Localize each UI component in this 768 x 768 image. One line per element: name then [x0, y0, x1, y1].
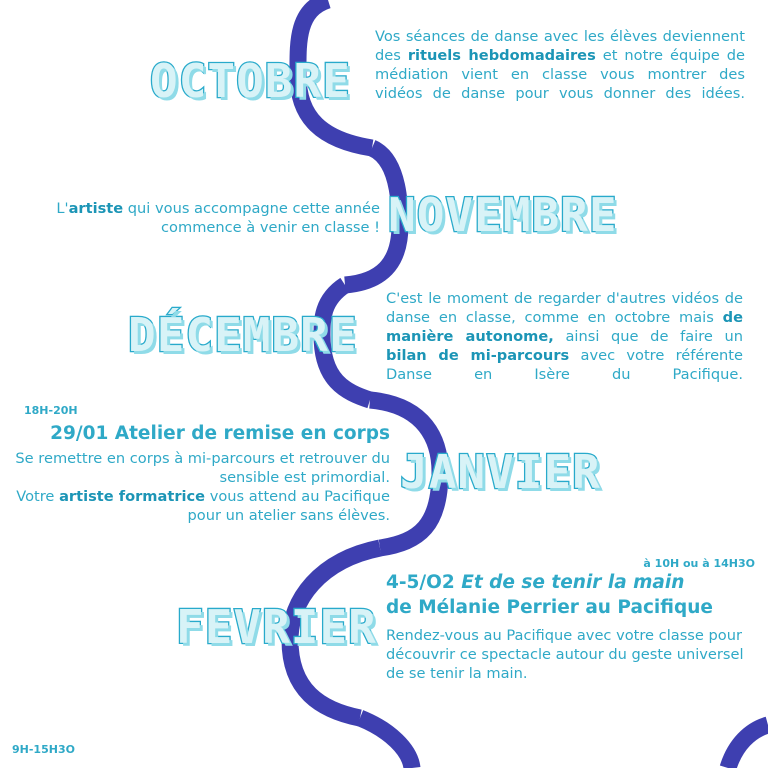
octobre-text — [375, 27, 745, 103]
decembre-text-part: ainsi que de faire un — [553, 328, 744, 345]
novembre-text-bold: artiste — [68, 200, 124, 217]
janvier-text-bold: artiste formatrice — [59, 488, 206, 505]
janvier-text-part: Votre — [16, 488, 60, 505]
novembre-text-part: L' — [56, 200, 69, 217]
decembre-text-part: avec votre référente Danse en Isère du Pacifique. — [386, 347, 744, 383]
month-fevrier: FEVRIER — [176, 600, 377, 654]
mars-time: 9H-15H3O — [12, 743, 75, 756]
month-janvier: JANVIER — [400, 445, 601, 499]
decembre-text — [386, 289, 743, 384]
fevrier-text: Rendez-vous au Pacifique avec votre classe pour découvrir ce spectacle autour du geste universel de se tenir la main. — [386, 627, 744, 682]
fevrier-title-date: 4-5/O2 — [386, 572, 462, 593]
fevrier-event-title — [386, 572, 684, 593]
month-decembre: DÉCEMBRE — [128, 308, 358, 362]
octobre-text-bold: rituels hebdomadaires — [407, 47, 596, 64]
janvier-text-2 — [8, 487, 390, 525]
janvier-time: 18H-20H — [24, 404, 78, 417]
decembre-text-part: C'est le moment de regarder d'autres vidéos de danse en classe, comme en octobre mais — [386, 290, 743, 326]
fevrier-title-show: Et de se tenir la main — [461, 572, 685, 593]
decembre-text-bold: bilan de mi-parcours — [386, 347, 570, 364]
janvier-event-title: 29/01 Atelier de remise en corps — [50, 423, 390, 444]
fevrier-time: à 10H ou à 14H3O — [643, 557, 755, 570]
janvier-text-1: Se remettre en corps à mi-parcours et retrouver du sensible est primordial. — [15, 450, 390, 486]
octobre-text-part: Vos séances de danse avec les élèves deviennent des — [375, 28, 745, 64]
novembre-text — [20, 199, 380, 237]
fevrier-event-subtitle: de Mélanie Perrier au Pacifique — [386, 597, 713, 618]
month-octobre: OCTOBRE — [150, 54, 351, 108]
novembre-text-part: qui vous accompagne cette année commence à venir en classe ! — [123, 200, 380, 236]
month-novembre: NOVEMBRE — [388, 188, 618, 242]
octobre-text-part: et notre équipe de médiation vient en classe vous montrer des vidéos de danse pour vous donner des idées. — [375, 47, 745, 102]
janvier-text-part: vous attend au Pacifique pour un atelier sans élèves. — [187, 488, 390, 524]
decembre-text-bold: de manière autonome, — [386, 309, 743, 345]
